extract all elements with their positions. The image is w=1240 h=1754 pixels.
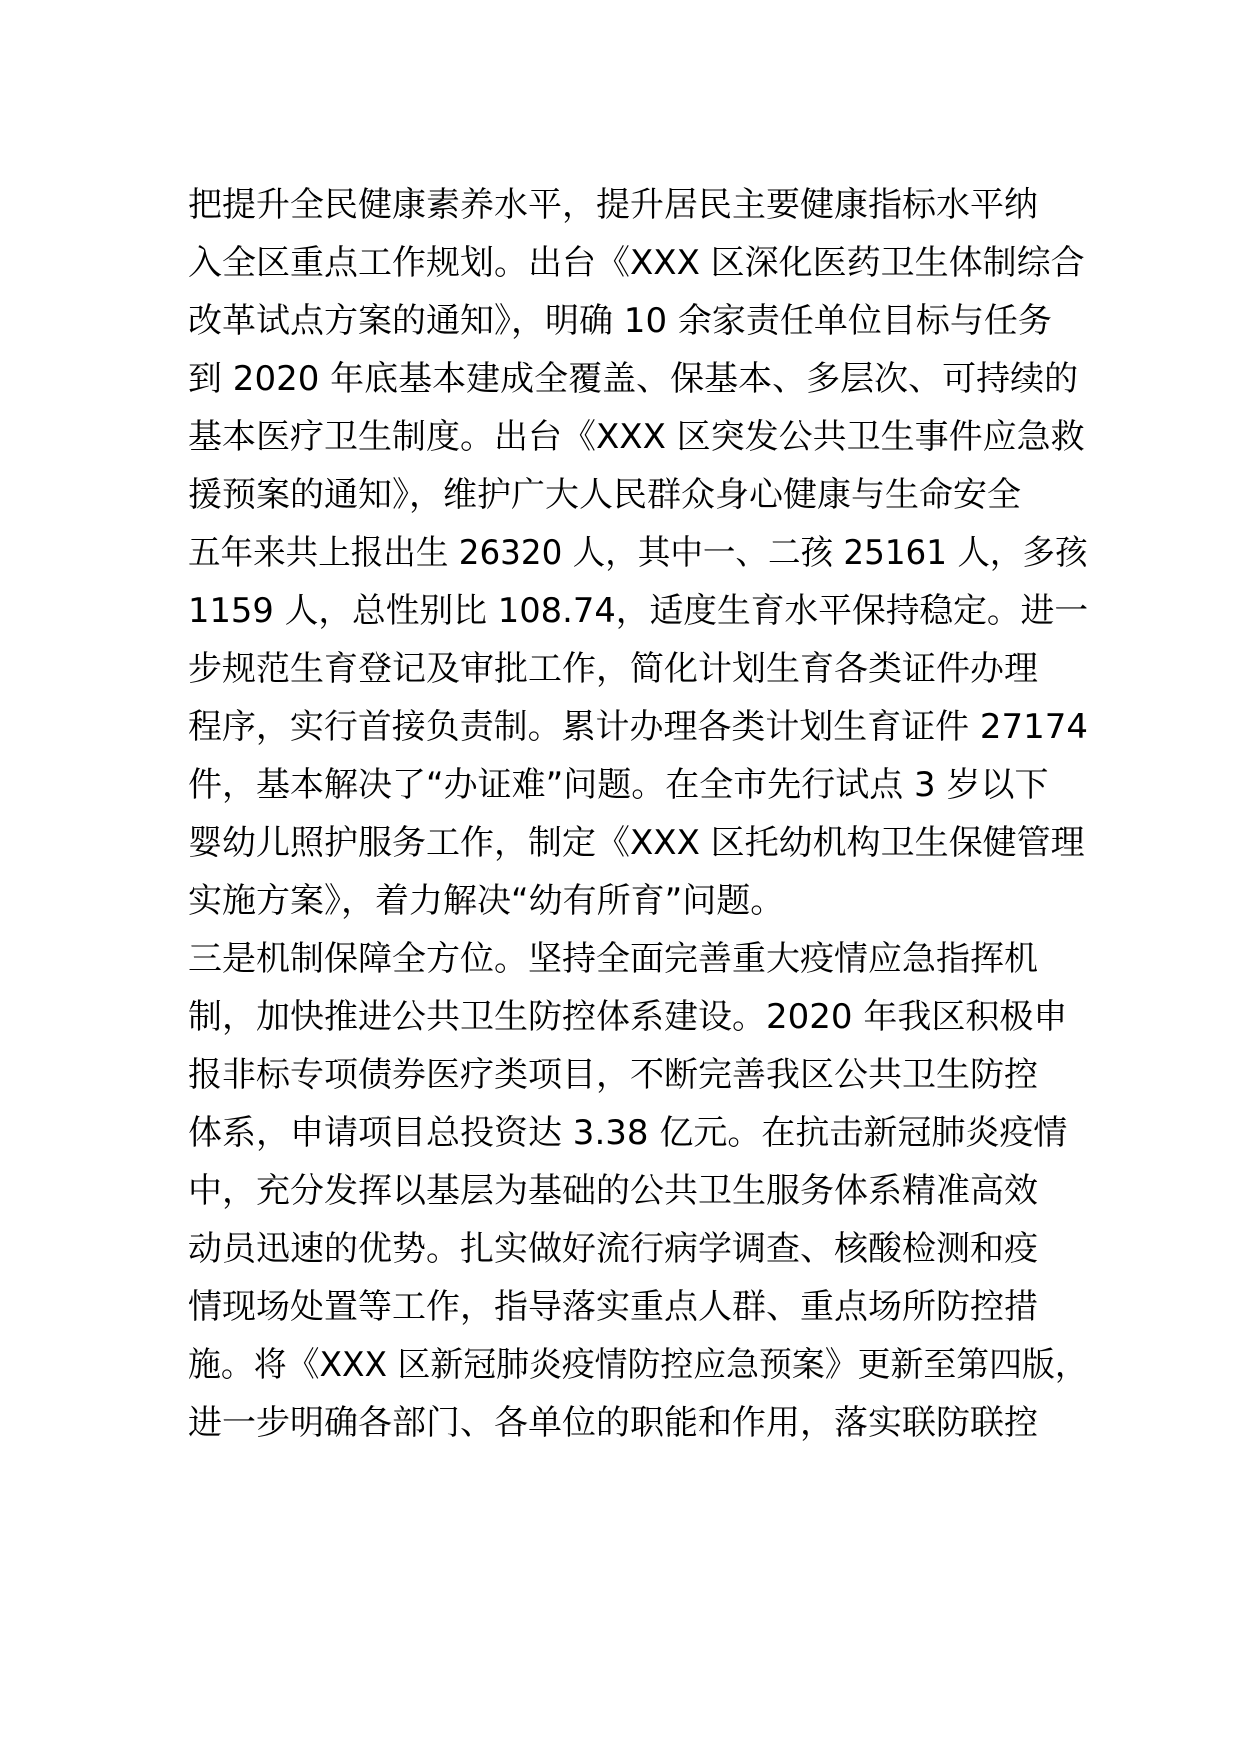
text-line: 动员迅速的优势。扎实做好流行病学调查、核酸检测和疫	[188, 1229, 1038, 1269]
text-line: 体系，申请项目总投资达 3.38 亿元。在抗击新冠肺炎疫情	[188, 1113, 1068, 1153]
text-line: 施。将《XXX 区新冠肺炎疫情防控应急预案》更新至第四版，	[188, 1345, 1088, 1385]
text-line: 入全区重点工作规划。出台《XXX 区深化医药卫生体制综合	[188, 243, 1085, 283]
text-line: 情现场处置等工作，指导落实重点人群、重点场所防控措	[188, 1287, 1038, 1327]
text-line: 进一步明确各部门、各单位的职能和作用，落实联防联控	[188, 1403, 1038, 1443]
text-line: 1159 人，总性别比 108.74，适度生育水平保持稳定。进一	[188, 591, 1089, 631]
text-line: 婴幼儿照护服务工作，制定《XXX 区托幼机构卫生保健管理	[188, 823, 1085, 863]
text-line: 中，充分发挥以基层为基础的公共卫生服务体系精准高效	[188, 1171, 1038, 1211]
text-line: 件，基本解决了“办证难”问题。在全市先行试点 3 岁以下	[188, 765, 1049, 805]
text-line: 实施方案》，着力解决“幼有所育”问题。	[188, 881, 785, 921]
text-line: 三是机制保障全方位。坚持全面完善重大疫情应急指挥机	[188, 939, 1038, 979]
text-line: 到 2020 年底基本建成全覆盖、保基本、多层次、可持续的	[188, 359, 1079, 399]
text-line: 制，加快推进公共卫生防控体系建设。2020 年我区积极申	[188, 997, 1068, 1037]
text-line: 基本医疗卫生制度。出台《XXX 区突发公共卫生事件应急救	[188, 417, 1085, 457]
text-line: 五年来共上报出生 26320 人，其中一、二孩 25161 人，多孩	[188, 533, 1088, 573]
text-line: 援预案的通知》，维护广大人民群众身心健康与生命安全	[188, 475, 1021, 515]
text-line: 步规范生育登记及审批工作，简化计划生育各类证件办理	[188, 649, 1038, 689]
text-line: 报非标专项债券医疗类项目，不断完善我区公共卫生防控	[188, 1055, 1038, 1095]
text-line: 程序，实行首接负责制。累计办理各类计划生育证件 27174	[188, 707, 1088, 747]
text-line: 把提升全民健康素养水平，提升居民主要健康指标水平纳	[188, 185, 1038, 225]
text-line: 改革试点方案的通知》，明确 10 余家责任单位目标与任务	[188, 301, 1052, 341]
